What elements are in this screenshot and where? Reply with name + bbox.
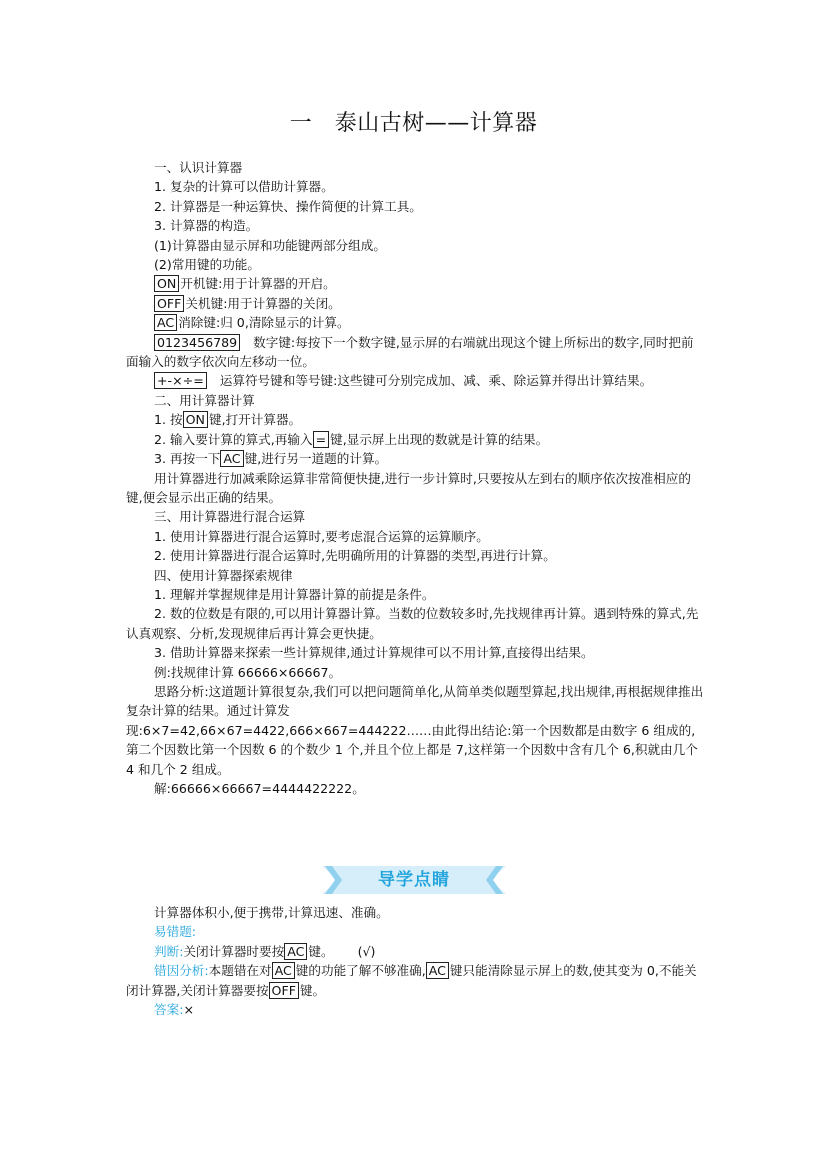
paragraph [126, 430, 706, 449]
error-prone-label: 易错题: [154, 924, 197, 940]
paragraph: (2)常用键的功能。 [154, 257, 260, 273]
paragraph: 现:6×7=42,66×67=4422,666×667=444222……由此得出结论:第一个因数都是由数字 6 组成的,第二个因数比第一个因数 6 的个数少 1 个,并且个位上都是 7,这样第一个因数中含有几个 6,积就由几个 4 和几个 2 组成。 [126, 722, 698, 777]
paragraph: 思路分析:这道题计算很复杂,我们可以把问题简单化,从简单类似题型算起,找出规律,再根据规律推出复杂计算的结果。通过计算发 [126, 683, 704, 719]
text: 关闭计算器时要按 [183, 943, 285, 959]
answer-value: × [183, 1002, 194, 1018]
tips-body [126, 903, 706, 1019]
on-key-box: ON [154, 275, 179, 292]
text: 键,打开计算器。 [208, 412, 302, 428]
section-heading: 三、用计算器进行混合运算 [154, 509, 306, 525]
paragraph [126, 449, 706, 468]
judge-line [126, 942, 706, 961]
ac-key-box: AC [272, 962, 295, 979]
key-desc-ac [126, 313, 706, 332]
text: 键,显示屏上出现的数就是计算的结果。 [330, 431, 549, 447]
section-heading: 二、用计算器计算 [154, 392, 255, 408]
key-desc-text: 关机键:用于计算器的关闭。 [185, 295, 341, 311]
paragraph: 1. 理解并掌握规律是用计算器计算的前提是条件。 [154, 586, 435, 602]
text: 键,进行另一道题的计算。 [244, 451, 388, 467]
paragraph: 2. 数的位数是有限的,可以用计算器计算。当数的位数较多时,先找规律再计算。遇到特殊的算式,先认真观察、分析,发现规律后再计算会更快捷。 [126, 606, 699, 641]
paragraph: 1. 复杂的计算可以借助计算器。 [154, 179, 334, 195]
key-desc-ops [126, 371, 706, 390]
equals-key-box: = [313, 431, 330, 448]
key-desc-num [126, 333, 706, 372]
page-title: 一 泰山古树——计算器 [289, 111, 538, 136]
judge-mark: (√) [357, 943, 376, 959]
paragraph [126, 410, 706, 429]
analysis-label: 错因分析: [154, 963, 209, 979]
answer-line [126, 1000, 706, 1019]
paragraph: 计算器体积小,便于携带,计算迅速、准确。 [154, 905, 389, 920]
text: 键。 [299, 982, 326, 998]
key-desc-text: 数字键:每按下一个数字键,显示屏的右端就出现这个键上所标出的数字,同时把前面输入的数字依次向左移动一位。 [126, 334, 694, 370]
text: 键只能清除显示屏上的数,使其变为 0,不能关闭计算器,关闭计算器要按 [126, 963, 697, 998]
ac-key-box: AC [220, 450, 243, 467]
answer-label: 答案: [154, 1002, 184, 1018]
error-analysis [126, 961, 706, 1000]
judge-label: 判断: [154, 943, 184, 959]
text: 3. 再按一下 [154, 451, 221, 467]
text: 键。 [308, 943, 334, 959]
paragraph: 2. 计算器是一种运算快、操作简便的计算工具。 [154, 198, 422, 214]
paragraph: 1. 使用计算器进行混合运算时,要考虑混合运算的运算顺序。 [154, 528, 489, 544]
paragraph: 用计算器进行加减乘除运算非常简便快捷,进行一步计算时,只要按从左到右的顺序依次按准相应的键,便会显示出正确的结果。 [126, 470, 691, 505]
banner-title: 导学点睛 [378, 870, 450, 890]
guide-banner [322, 866, 506, 894]
solution: 解:66666×66667=4444422222。 [154, 781, 365, 796]
paragraph: 2. 使用计算器进行混合运算时,先明确所用的计算器的类型,再进行计算。 [154, 548, 556, 564]
number-keys-box: 0123456789 [154, 334, 240, 351]
notes-body [126, 158, 706, 798]
text: 本题错在对 [208, 963, 272, 979]
ac-key-box: AC [426, 962, 449, 979]
paragraph: 3. 借助计算器来探索一些计算规律,通过计算规律可以不用计算,直接得出结果。 [154, 645, 594, 661]
key-desc-off [126, 294, 706, 313]
key-desc-on [126, 274, 706, 293]
ac-key-box: AC [154, 314, 177, 331]
section-heading: 一、认识计算器 [154, 160, 243, 175]
text: 键的功能了解不够准确, [295, 963, 426, 979]
key-desc-text: 开机键:用于计算器的开启。 [180, 276, 336, 292]
text: 2. 输入要计算的算式,再输入 [154, 431, 313, 447]
example: 例:找规律计算 66666×66667。 [154, 664, 342, 680]
off-key-box: OFF [154, 295, 184, 312]
off-key-box: OFF [269, 982, 299, 999]
text: 1. 按 [154, 412, 183, 428]
key-desc-text: 运算符号键和等号键:这些键可分别完成加、减、乘、除运算并得出计算结果。 [219, 373, 653, 389]
paragraph: 3. 计算器的构造。 [154, 218, 259, 234]
ac-key-box: AC [284, 943, 307, 960]
on-key-box: ON [183, 411, 208, 428]
section-heading: 四、使用计算器探索规律 [154, 567, 293, 583]
operator-keys-box: +-×÷= [154, 372, 207, 389]
key-desc-text: 消除键:归 0,清除显示的计算。 [178, 315, 350, 331]
paragraph: (1)计算器由显示屏和功能键两部分组成。 [154, 237, 386, 253]
